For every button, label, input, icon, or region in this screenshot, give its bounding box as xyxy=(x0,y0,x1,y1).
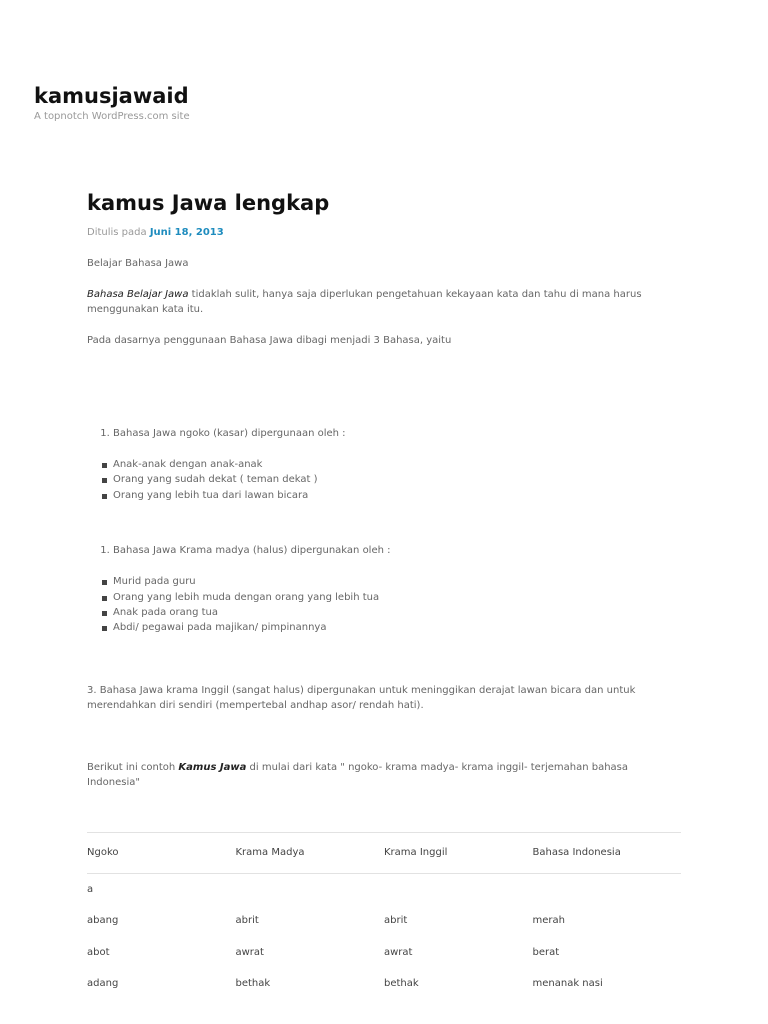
table-row xyxy=(87,968,681,999)
krama-madya-heading-list xyxy=(87,543,681,558)
column-header-krama-madya: Krama Madya xyxy=(235,847,305,859)
table-row xyxy=(87,873,681,905)
site-description: A topnotch WordPress.com site xyxy=(34,111,190,122)
table-row xyxy=(87,905,681,936)
list-item: Anak pada orang tua xyxy=(113,605,681,620)
kamus-intro-pre: Berikut ini contoh xyxy=(87,761,179,773)
table-cell: adang xyxy=(87,978,119,990)
list-item: Anak-anak dengan anak-anak xyxy=(113,457,681,472)
site-title[interactable]: kamusjawaid xyxy=(34,84,189,108)
table-cell: awrat xyxy=(384,946,413,958)
ngoko-heading: 1. Bahasa Jawa ngoko (kasar) dipergunaan oleh : xyxy=(113,426,681,441)
paragraph-2: Pada dasarnya penggunaan Bahasa Jawa dibagi menjadi 3 Bahasa, yaitu xyxy=(87,334,452,346)
table-cell: bethak xyxy=(235,978,271,990)
table-cell: awrat xyxy=(235,946,264,958)
paragraph-kamus-intro xyxy=(87,760,681,791)
table-cell: abot xyxy=(87,946,110,958)
column-header-bahasa-indonesia: Bahasa Indonesia xyxy=(532,847,621,859)
meta-prefix: Ditulis pada xyxy=(87,227,150,238)
list-item: Orang yang lebih muda dengan orang yang lebih tua xyxy=(113,590,681,605)
dictionary-table xyxy=(87,832,681,1000)
table-cell: merah xyxy=(532,915,565,927)
krama-madya-heading: 1. Bahasa Jawa Krama madya (halus) dipergunakan oleh : xyxy=(113,543,681,558)
column-header-ngoko: Ngoko xyxy=(87,847,119,859)
post-date-link[interactable]: Juni 18, 2013 xyxy=(149,227,224,238)
paragraph-1-emphasis: Bahasa Belajar Jawa xyxy=(87,288,189,300)
table-cell: abrit xyxy=(384,915,408,927)
paragraph-krama-inggil: 3. Bahasa Jawa krama Inggil (sangat halus) dipergunakan untuk meninggikan derajat lawan bicara dan untuk merendahkan diri sendiri (mempertebal andhap asor/ rendah hati). xyxy=(87,684,636,712)
table-cell xyxy=(236,873,385,905)
ngoko-heading-list xyxy=(87,426,681,441)
intro-text: Belajar Bahasa Jawa xyxy=(87,258,189,269)
table-cell: a xyxy=(87,884,94,896)
table-cell: abrit xyxy=(235,915,259,927)
table-cell: abang xyxy=(87,915,119,927)
list-item: Abdi/ pegawai pada majikan/ pimpinannya xyxy=(113,620,681,635)
post-title: kamus Jawa lengkap xyxy=(87,191,330,215)
table-header-row xyxy=(87,832,681,873)
column-header-krama-inggil: Krama Inggil xyxy=(384,847,448,859)
kamus-jawa-strong: Kamus Jawa xyxy=(178,761,247,773)
krama-madya-usage-list xyxy=(87,574,681,636)
table-cell xyxy=(384,873,533,905)
post-meta xyxy=(87,226,681,240)
table-cell: menanak nasi xyxy=(532,978,603,990)
post-content xyxy=(87,188,681,999)
ngoko-usage-list xyxy=(87,457,681,503)
table-cell: bethak xyxy=(384,978,419,990)
list-item: Orang yang sudah dekat ( teman dekat ) xyxy=(113,472,681,487)
table-row xyxy=(87,937,681,968)
paragraph-1 xyxy=(87,287,681,318)
table-cell xyxy=(533,873,682,905)
paragraph-1-rest: tidaklah sulit, hanya saja diperlukan pengetahuan kekayaan kata dan tahu di mana harus menggunakan kata itu. xyxy=(87,288,642,315)
list-item: Murid pada guru xyxy=(113,574,681,589)
kamus-intro-post: di mulai dari kata " ngoko- krama madya- krama inggil- terjemahan bahasa Indonesia" xyxy=(87,761,628,789)
table-cell: berat xyxy=(532,946,560,958)
list-item: Orang yang lebih tua dari lawan bicara xyxy=(113,488,681,503)
